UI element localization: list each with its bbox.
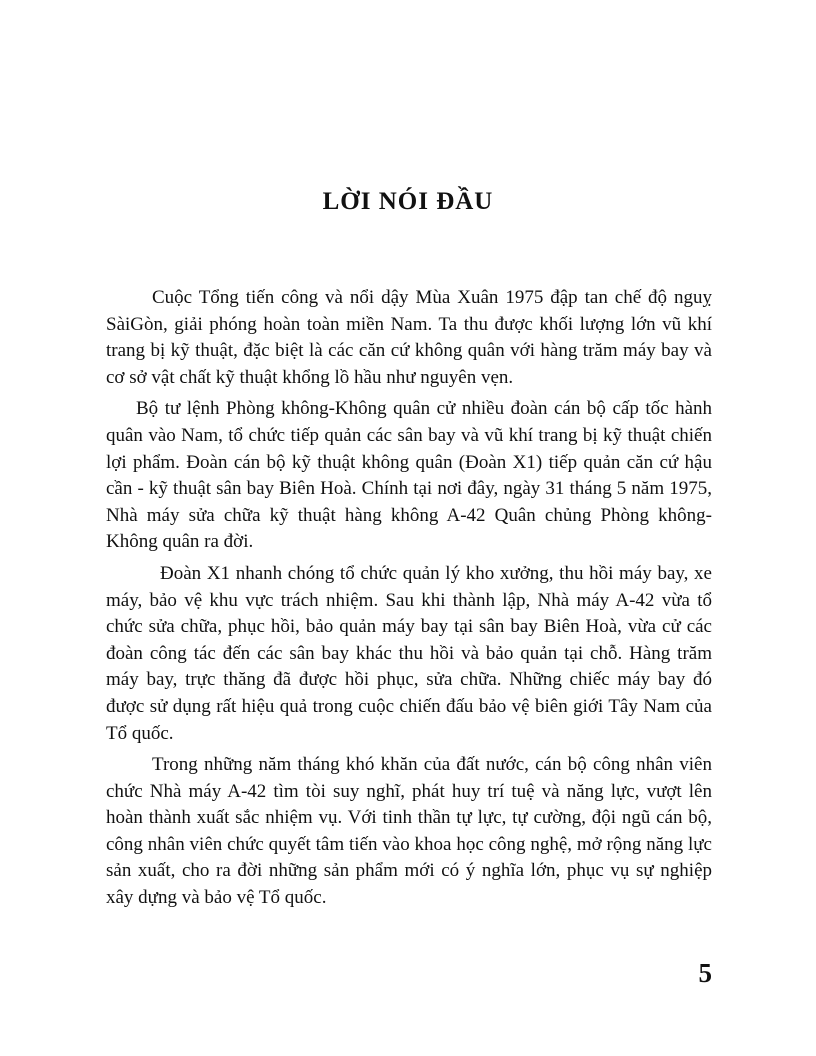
page-title: LỜI NÓI ĐẦU [322,188,494,215]
paragraph-4: Trong những năm tháng khó khăn của đất nước, cán bộ công nhân viên chức Nhà máy A-42 tìm tòi suy nghĩ, phát huy trí tuệ và năng lực, vượt lên hoàn thành xuất sắc nhiệm vụ. Với tinh thần tự lực, tự cường, đội ngũ cán bộ, công nhân viên chức quyết tâm tiến vào khoa học công nghệ, mở rộng năng lực sản xuất, cho ra đời những sản phẩm mới có ý nghĩa lớn, phục vụ sự nghiệp xây dựng và bảo vệ Tổ quốc. [106,754,712,909]
body-text [106,285,712,917]
paragraph-3: Đoàn X1 nhanh chóng tổ chức quản lý kho xưởng, thu hồi máy bay, xe máy, bảo vệ khu vực trách nhiệm. Sau khi thành lập, Nhà máy A-42 vừa tổ chức sửa chữa, phục hồi, bảo quản máy bay tại sân bay Biên Hoà, vừa cử các đoàn công tác đến các sân bay khác thu hồi và bảo quản tại chỗ. Hàng trăm máy bay, trực thăng đã được hồi phục, sửa chữa. Những chiếc máy bay đó được sử dụng rất hiệu quả trong cuộc chiến đấu bảo vệ biên giới Tây Nam của Tổ quốc. [106,562,712,744]
paragraph-2: Bộ tư lệnh Phòng không-Không quân cử nhiều đoàn cán bộ cấp tốc hành quân vào Nam, tổ chức tiếp quản các sân bay và vũ khí trang bị kỹ thuật chiến lợi phẩm. Đoàn cán bộ kỹ thuật không quân (Đoàn X1) tiếp quản căn cứ hậu cần - kỹ thuật sân bay Biên Hoà. Chính tại nơi đây, ngày 31 tháng 5 năm 1975, Nhà máy sửa chữa kỹ thuật hàng không A-42 Quân chủng Phòng không- Không quân ra đời. [106,398,712,553]
paragraph-1: Cuộc Tổng tiến công và nổi dậy Mùa Xuân 1975 đập tan chế độ nguỵ SàiGòn, giải phóng hoàn toàn miền Nam. Ta thu được khối lượng lớn vũ khí trang bị kỹ thuật, đặc biệt là các căn cứ không quân với hàng trăm máy bay và cơ sở vật chất kỹ thuật khổng lồ hầu như nguyên vẹn. [106,287,712,388]
page-number: 5 [698,958,712,988]
